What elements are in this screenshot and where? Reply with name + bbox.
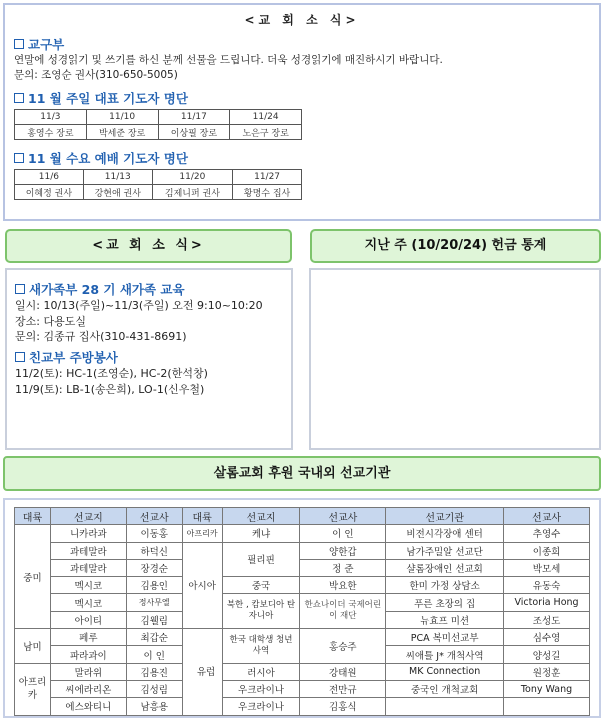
- missionary-cell: 장경순: [126, 559, 182, 576]
- name-cell: 김제니퍼 권사: [152, 185, 232, 200]
- wednesday-prayer-table: [14, 169, 302, 200]
- field-cell: 니카라과: [50, 525, 126, 542]
- newfamily-heading: 새가족부 28 기 새가족 교육: [15, 280, 263, 298]
- date-cell: 11/27: [233, 170, 302, 185]
- region-cell: 아프리카: [182, 525, 222, 542]
- edu-section: [14, 35, 594, 83]
- church-news-top-panel: [3, 3, 601, 221]
- field-cell: 페루: [50, 629, 126, 646]
- agency-cell: 푸른 초장의 집: [386, 594, 504, 611]
- newfamily-line: 장소: 다용도실: [15, 314, 86, 328]
- field-cell: 러시아: [222, 663, 300, 680]
- field-cell: 우크라이나: [222, 680, 300, 697]
- missionary-cell: 양성길: [504, 646, 590, 663]
- offering-stats-bar: 지난 주 (10/20/24) 헌금 통계: [310, 229, 601, 263]
- field-cell: 씨에라리온: [50, 680, 126, 697]
- fellowship-line: 11/2(토): HC-1(조영순), HC-2(한석창): [15, 367, 208, 380]
- offering-stats-panel: [309, 268, 601, 450]
- table-row: [15, 559, 590, 576]
- missionary-cell: 홍승주: [300, 629, 386, 664]
- field-cell: 우크라이나: [222, 698, 300, 715]
- date-cell: 11/17: [158, 110, 230, 125]
- agency-cell: 중국인 개척교회: [386, 680, 504, 697]
- missionary-cell: [504, 698, 590, 715]
- name-cell: 노은구 장로: [230, 125, 302, 140]
- missionary-cell: 김홍식: [300, 698, 386, 715]
- missionary-cell: 조성도: [504, 611, 590, 628]
- missionary-cell: 이동홍: [126, 525, 182, 542]
- field-cell: 말라위: [50, 663, 126, 680]
- mission-table: [14, 507, 590, 716]
- table-row: [15, 577, 590, 594]
- missionary-cell: 양한갑: [300, 542, 386, 559]
- name-cell: 이상필 장로: [158, 125, 230, 140]
- mission-panel: [3, 498, 601, 718]
- date-cell: 11/20: [152, 170, 232, 185]
- field-cell: 케냐: [222, 525, 300, 542]
- field-cell: 북한 , 캄보디아 탄자니아: [222, 594, 300, 629]
- region-cell: 남미: [15, 629, 51, 664]
- field-cell: 에스와티니: [50, 698, 126, 715]
- name-cell: 박세준 장로: [86, 125, 158, 140]
- header-cell: 선교지: [222, 508, 300, 525]
- missionary-cell: 정 준: [300, 559, 386, 576]
- sunday-prayer-heading: 11 월 주일 대표 기도자 명단: [14, 89, 302, 107]
- field-cell: 과테말라: [50, 542, 126, 559]
- header-cell: 선교사: [126, 508, 182, 525]
- missionary-cell: 이종희: [504, 542, 590, 559]
- agency-cell: 한미 가정 상담소: [386, 577, 504, 594]
- table-row: [15, 663, 590, 680]
- table-header-row: [15, 508, 590, 525]
- date-cell: 11/10: [86, 110, 158, 125]
- field-cell: 파라과이: [50, 646, 126, 663]
- newfamily-line: 문의: 김종규 집사(310-431-8691): [15, 330, 187, 343]
- missionary-cell: 이 인: [126, 646, 182, 663]
- field-cell: 중국: [222, 577, 300, 594]
- sunday-prayer-table: [14, 109, 302, 140]
- agency-cell: 샬롬장애인 선교회: [386, 559, 504, 576]
- missionary-cell: 최갑순: [126, 629, 182, 646]
- square-bullet-icon: [15, 352, 25, 362]
- date-cell: 11/6: [15, 170, 84, 185]
- region-cell: 중미: [15, 525, 51, 629]
- missionary-cell: 하덕신: [126, 542, 182, 559]
- top-title: <교 회 소 식>: [244, 13, 360, 27]
- agency-cell: 씨애틀 J* 개척사역: [386, 646, 504, 663]
- missionary-cell: 전만규: [300, 680, 386, 697]
- missionary-cell: 정사무엘: [126, 594, 182, 611]
- church-news-bar: <교 회 소 식>: [5, 229, 292, 263]
- agency-cell: PCA 복미선교부: [386, 629, 504, 646]
- missionary-cell: 김용진: [126, 663, 182, 680]
- agency-cell: [386, 698, 504, 715]
- field-cell: 필리핀: [222, 542, 300, 577]
- field-cell: 멕시코: [50, 577, 126, 594]
- agency-cell: 남가주밀알 선교단: [386, 542, 504, 559]
- mission-bar: 살롬교회 후원 국내외 선교기관: [3, 456, 601, 491]
- agency-cell: 비전시각장애 센터: [386, 525, 504, 542]
- header-cell: 선교지: [50, 508, 126, 525]
- field-cell: 멕시코: [50, 594, 126, 611]
- newfamily-section: [15, 280, 263, 345]
- missionary-cell: 박모세: [504, 559, 590, 576]
- missionary-cell: 박요한: [300, 577, 386, 594]
- field-cell: 과테말라: [50, 559, 126, 576]
- date-cell: 11/3: [15, 110, 87, 125]
- square-bullet-icon: [14, 93, 24, 103]
- region-cell: 아프리카: [15, 663, 51, 715]
- table-row: [15, 525, 590, 542]
- missionary-cell: Tony Wang: [504, 680, 590, 697]
- name-cell: 강현애 권사: [83, 185, 152, 200]
- missionary-cell: 이 인: [300, 525, 386, 542]
- table-row: [15, 594, 590, 611]
- header-cell: 대륙: [15, 508, 51, 525]
- missionary-cell: 김웰림: [126, 611, 182, 628]
- edu-line-1: 연말에 성경읽기 및 쓰기를 하신 분께 선물을 드립니다. 더욱 성경읽기에 매진하시기 바랍니다.: [14, 54, 443, 66]
- region-cell: 아시아: [182, 542, 222, 628]
- missionary-cell: 강태원: [300, 663, 386, 680]
- fellowship-section: [15, 348, 208, 397]
- header-cell: 선교사: [504, 508, 590, 525]
- square-bullet-icon: [15, 284, 25, 294]
- agency-cell: 뉴효프 미션: [386, 611, 504, 628]
- name-cell: 황명수 집사: [233, 185, 302, 200]
- header-cell: 선교기관: [386, 508, 504, 525]
- news-panel: [5, 268, 293, 450]
- table-row: [15, 698, 590, 715]
- missionary-cell: 유동숙: [504, 577, 590, 594]
- fellowship-heading: 친교부 주방봉사: [15, 348, 208, 366]
- name-cell: 이혜정 권사: [15, 185, 84, 200]
- agency-cell: MK Connection: [386, 663, 504, 680]
- table-row: [15, 629, 590, 646]
- missionary-cell: 심수영: [504, 629, 590, 646]
- date-cell: 11/24: [230, 110, 302, 125]
- edu-line-2: 문의: 조영순 권사(310-650-5005): [14, 69, 178, 81]
- field-cell: 아이티: [50, 611, 126, 628]
- missionary-cell: 한쇼나이더 국제어린이 재단: [300, 594, 386, 629]
- newfamily-line: 일시: 10/13(주일)~11/3(주일) 오전 9:10~10:20: [15, 299, 263, 312]
- table-row: [15, 680, 590, 697]
- missionary-cell: 원정훈: [504, 663, 590, 680]
- missionary-cell: 남흥용: [126, 698, 182, 715]
- edu-heading: 교구부: [14, 35, 594, 53]
- missionary-cell: 김용인: [126, 577, 182, 594]
- missionary-cell: 김성림: [126, 680, 182, 697]
- header-cell: 선교사: [300, 508, 386, 525]
- square-bullet-icon: [14, 39, 24, 49]
- missionary-cell: Victoria Hong: [504, 594, 590, 611]
- table-row: [15, 542, 590, 559]
- field-cell: 한국 대학생 청년 사역: [222, 629, 300, 664]
- wednesday-prayer-section: [14, 149, 302, 200]
- sunday-prayer-section: [14, 89, 302, 140]
- name-cell: 홍영수 장로: [15, 125, 87, 140]
- fellowship-line: 11/9(토): LB-1(송은희), LO-1(신우철): [15, 382, 205, 396]
- wednesday-prayer-heading: 11 월 수요 예배 기도자 명단: [14, 149, 302, 167]
- header-cell: 대륙: [182, 508, 222, 525]
- missionary-cell: 추영수: [504, 525, 590, 542]
- date-cell: 11/13: [83, 170, 152, 185]
- region-label-europe: 유럽: [196, 667, 216, 678]
- square-bullet-icon: [14, 153, 24, 163]
